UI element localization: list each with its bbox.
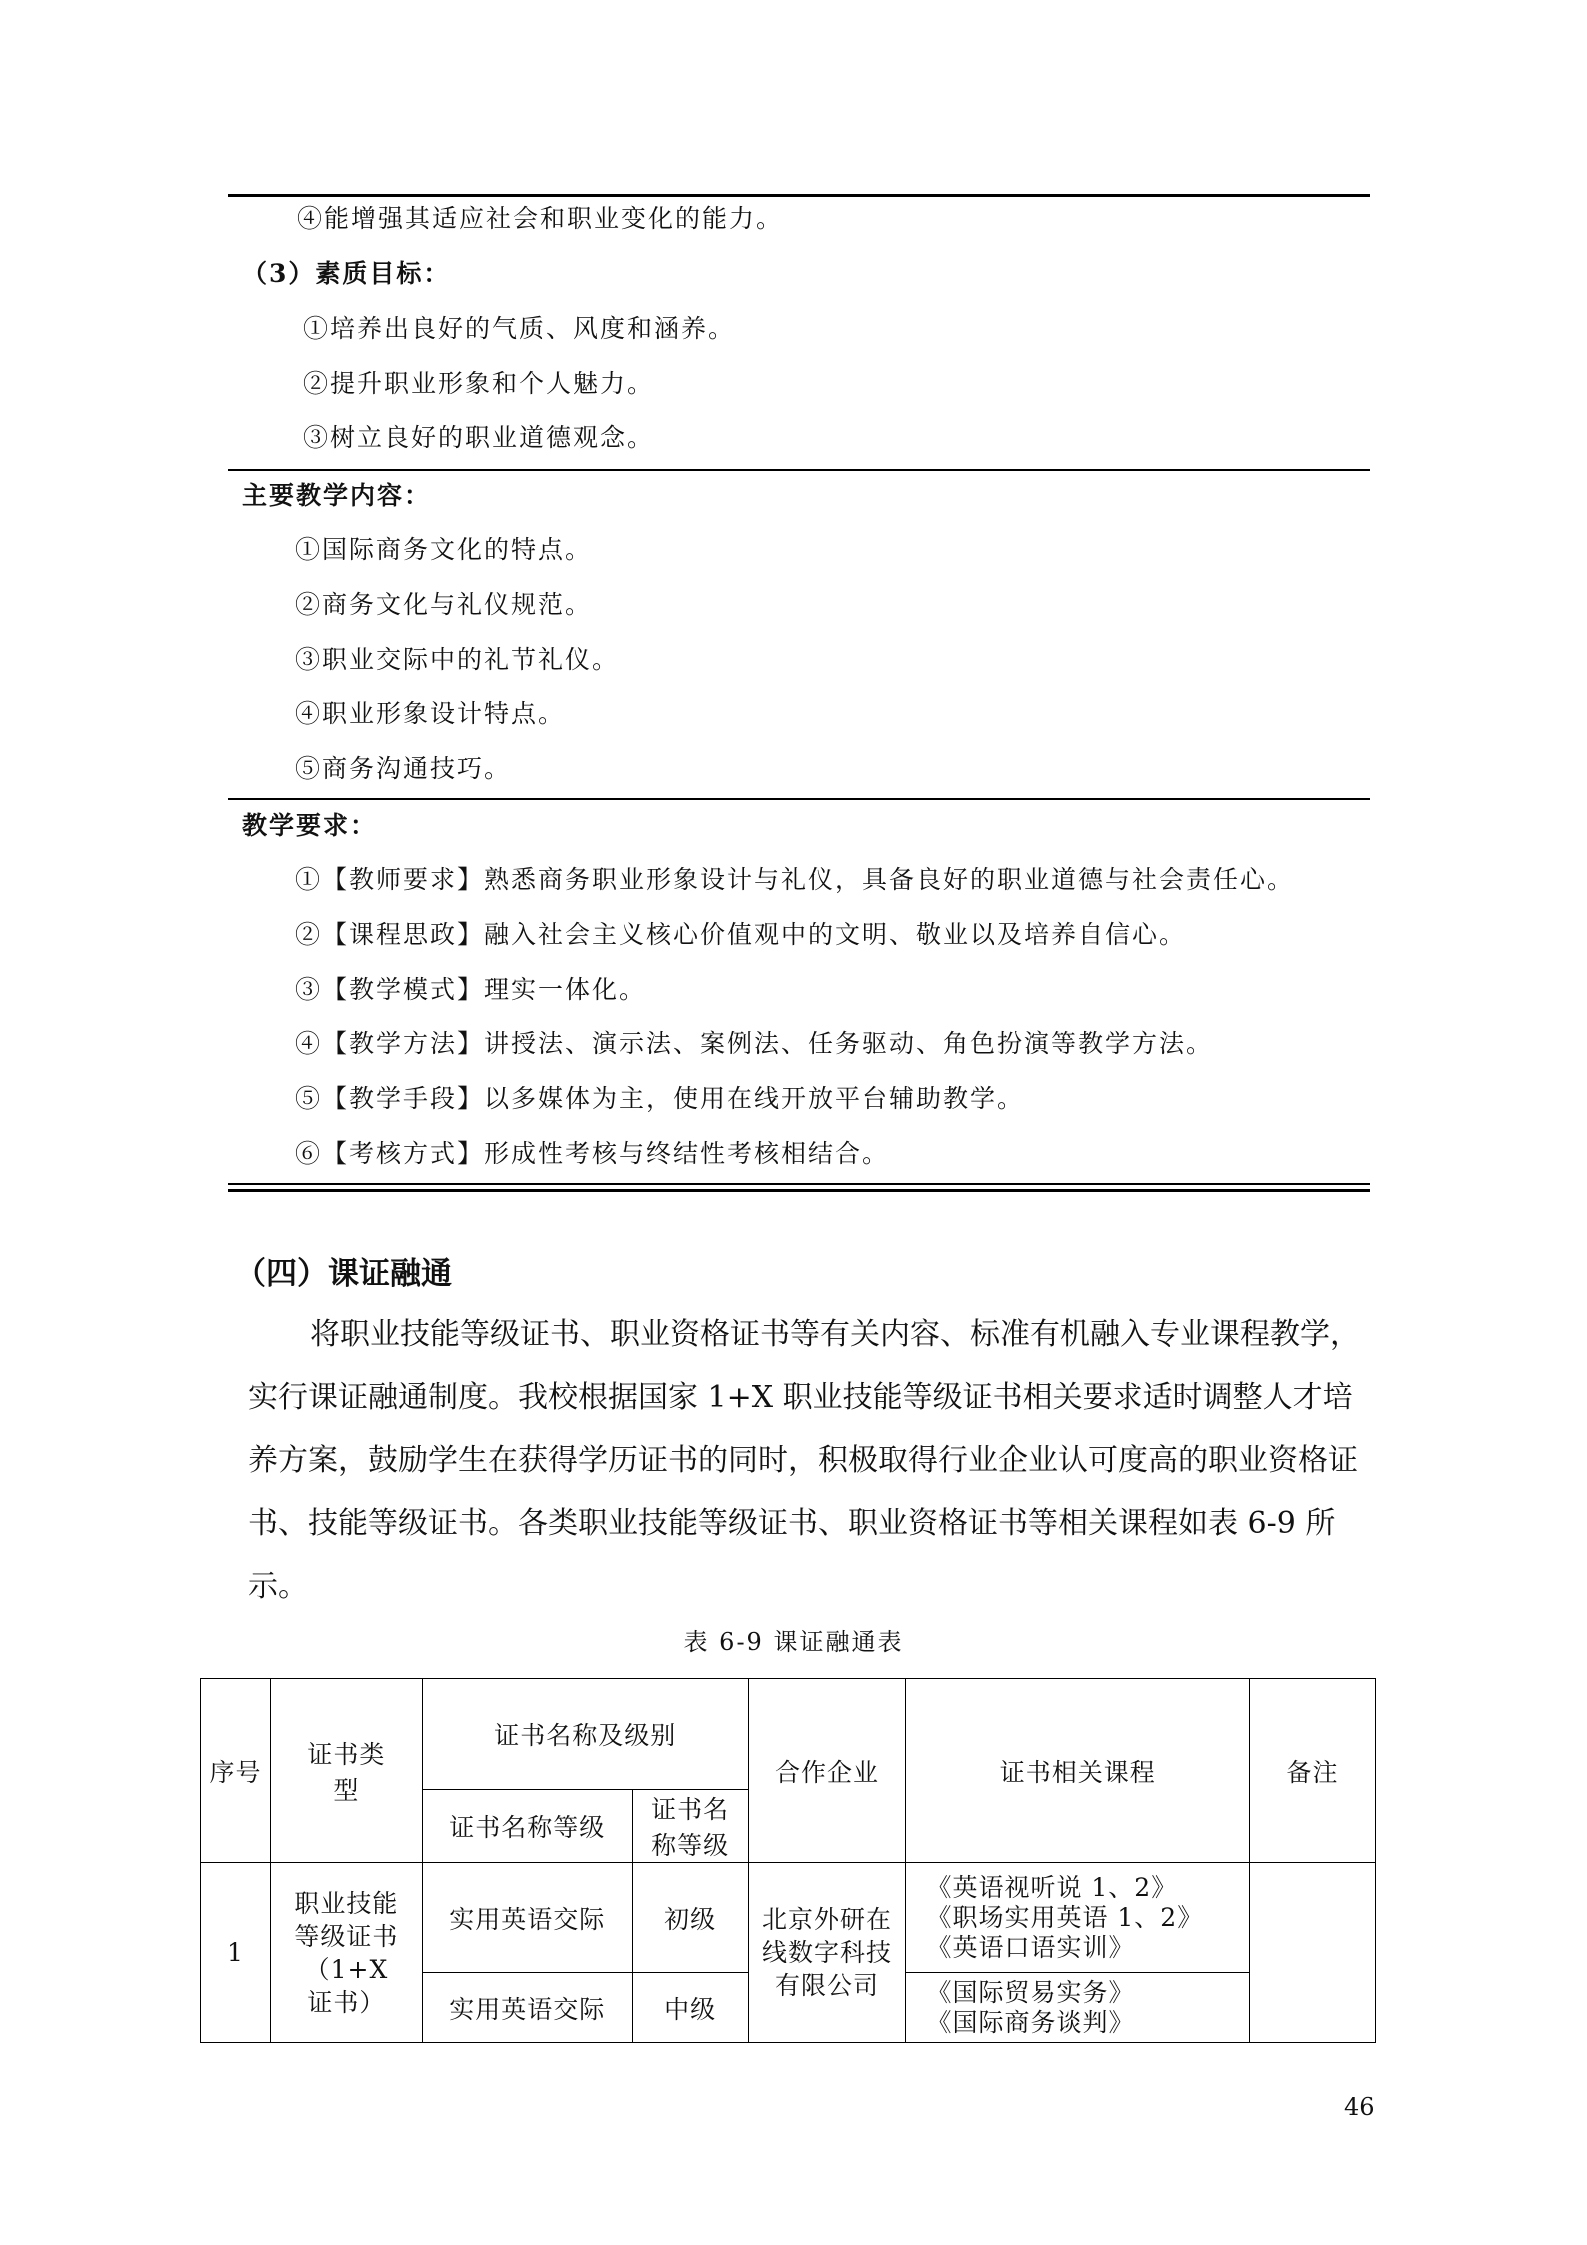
cell-level-2: 中级 <box>632 1973 748 2043</box>
course-item: 《国际商务谈判》 <box>926 2007 1135 2037</box>
cell-remark <box>1250 1863 1376 2043</box>
quality-item-1: ①培养出良好的气质、风度和涵养。 <box>303 314 736 343</box>
cert-table <box>200 1678 1376 2043</box>
header-name-level: 证书名称等级 <box>422 1790 632 1863</box>
requirement-item-2: ②【课程思政】融入社会主义核心价值观中的文明、敬业以及培养自信心。 <box>295 920 1187 949</box>
header-courses: 证书相关课程 <box>906 1679 1250 1863</box>
quality-heading: （3）素质目标： <box>242 259 451 288</box>
header-seq: 序号 <box>201 1679 271 1863</box>
content-item-4: ④职业形象设计特点。 <box>295 699 566 728</box>
double-rule-bottom <box>228 1189 1370 1192</box>
quality-item-3: ③树立良好的职业道德观念。 <box>303 423 655 452</box>
content-item-5: ⑤商务沟通技巧。 <box>295 754 512 783</box>
requirement-item-5: ⑤【教学手段】以多媒体为主，使用在线开放平台辅助教学。 <box>295 1084 1025 1113</box>
cell-level-1: 初级 <box>632 1863 748 1973</box>
cell-name-2: 实用英语交际 <box>422 1973 632 2043</box>
requirements-heading: 教学要求： <box>242 811 378 840</box>
ability-item-4: ④能增强其适应社会和职业变化的能力。 <box>297 204 784 233</box>
course-item: 《英语视听说 1、2》 <box>926 1872 1178 1902</box>
rule-after-content <box>228 798 1370 800</box>
header-partner: 合作企业 <box>748 1679 906 1863</box>
table-row <box>201 1863 1376 1973</box>
header-name-level-2: 证书名称等级 <box>632 1790 748 1863</box>
table-caption: 表 6-9 课证融通表 <box>683 1628 904 1656</box>
header-remark: 备注 <box>1250 1679 1376 1863</box>
quality-item-2: ②提升职业形象和个人魅力。 <box>303 369 655 398</box>
cell-partner: 北京外研在线数字科技有限公司 <box>748 1863 906 2043</box>
double-rule-top <box>228 1183 1370 1185</box>
requirement-item-4: ④【教学方法】讲授法、演示法、案例法、任务驱动、角色扮演等教学方法。 <box>295 1029 1214 1058</box>
cell-type: 职业技能等级证书（1+X 证书） <box>270 1863 422 2043</box>
section-paragraph: 将职业技能等级证书、职业资格证书等有关内容、标准有机融入专业课程教学，实行课证融通制度。我校根据国家 1+X 职业技能等级证书相关要求适时调整人才培养方案，鼓励学生在获得学历证书的同时，积极取得行业企业认可度高的职业资格证书、技能等级证书。各类职业技能等级证书、职业资格证书等相关课程如表 6-9 所示。 <box>248 1317 1360 1604</box>
cell-courses-2 <box>906 1973 1250 2043</box>
header-name-group: 证书名称及级别 <box>422 1679 748 1790</box>
rule-after-quality <box>228 469 1370 471</box>
requirement-item-3: ③【教学模式】理实一体化。 <box>295 975 647 1004</box>
section-title: （四）课证融通 <box>235 1256 452 1292</box>
cell-name-1: 实用英语交际 <box>422 1863 632 1973</box>
header-type: 证书类型 <box>270 1679 422 1863</box>
content-item-1: ①国际商务文化的特点。 <box>295 535 593 564</box>
content-heading: 主要教学内容： <box>242 481 432 510</box>
course-item: 《国际贸易实务》 <box>926 1977 1135 2007</box>
course-item: 《英语口语实训》 <box>926 1932 1135 1962</box>
page-number: 46 <box>1344 2093 1375 2121</box>
top-rule <box>228 194 1370 197</box>
cell-seq: 1 <box>201 1863 271 2043</box>
content-item-2: ②商务文化与礼仪规范。 <box>295 590 593 619</box>
cell-courses-1 <box>906 1863 1250 1973</box>
content-item-3: ③职业交际中的礼节礼仪。 <box>295 645 620 674</box>
requirement-item-1: ①【教师要求】熟悉商务职业形象设计与礼仪，具备良好的职业道德与社会责任心。 <box>295 865 1295 894</box>
course-item: 《职场实用英语 1、2》 <box>926 1902 1204 1932</box>
requirement-item-6: ⑥【考核方式】形成性考核与终结性考核相结合。 <box>295 1139 890 1168</box>
header-row <box>201 1679 1376 1790</box>
